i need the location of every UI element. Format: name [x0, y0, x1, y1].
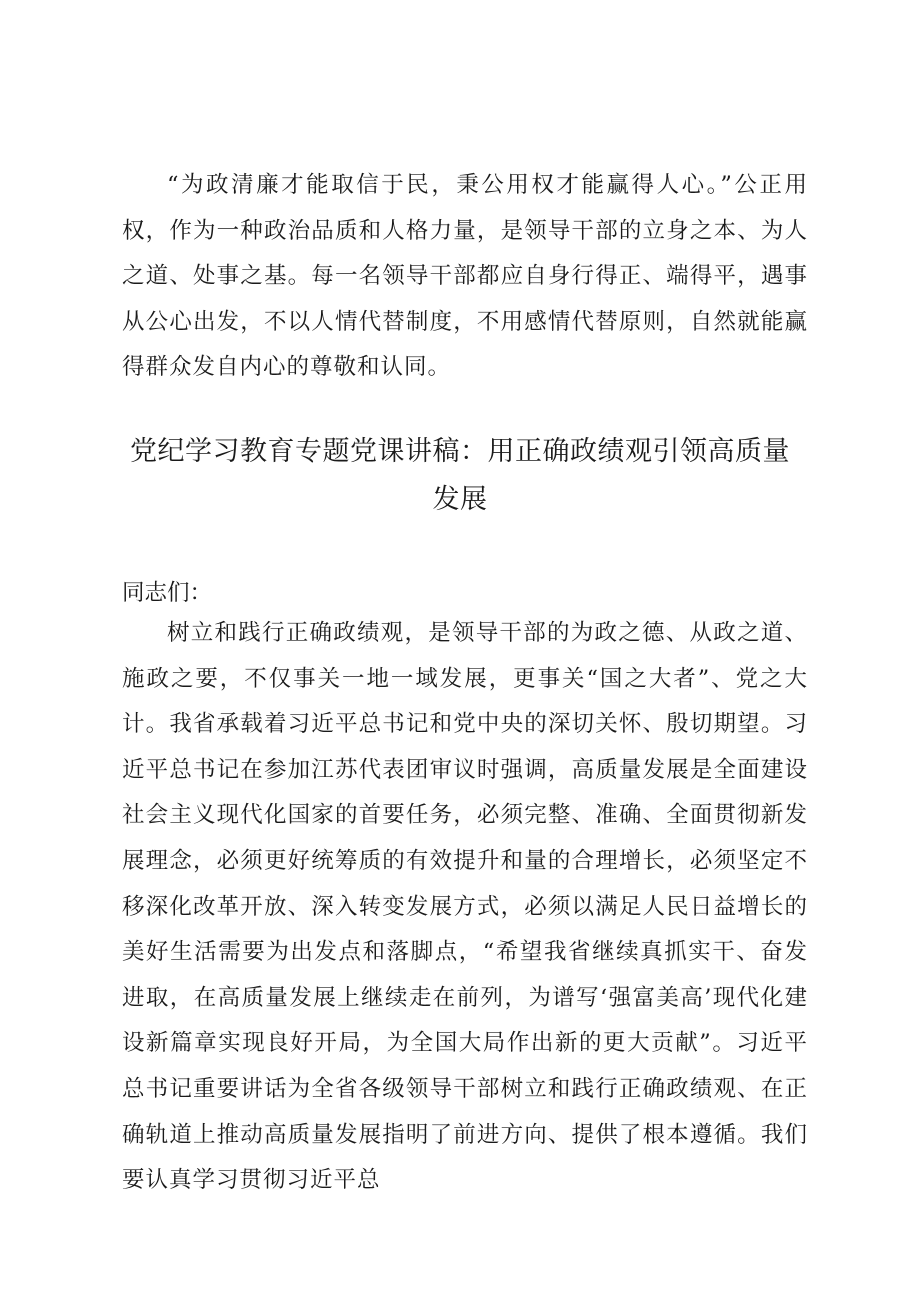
opening-paragraph: “为政清廉才能取信于民，秉公用权才能赢得人心。”公正用权，作为一种政治品质和人格力量，是领导干部的立身之本、为人之道、处事之基。每一名领导干部都应自身行得正、端得平，遇事从公心出发，不以人情代替制度，不用感情代替原则，自然就能赢得群众发自内心的尊敬和认同。 [122, 172, 808, 381]
salutation: 同志们： [122, 580, 213, 606]
title-line-1: 党纪学习教育专题党课讲稿：用正确政绩观引领高质量 [130, 436, 790, 467]
document-title [100, 428, 820, 524]
title-line-2: 发展 [432, 484, 488, 515]
body-paragraph: 树立和践行正确政绩观，是领导干部的为政之德、从政之道、施政之要，不仅事关一地一域发展，更事关“国之大者”、党之大计。我省承载着习近平总书记和党中央的深切关怀、殷切期望。习近平总书记在参加江苏代表团审议时强调，高质量发展是全面建设社会主义现代化国家的首要任务，必须完整、准确、全面贯彻新发展理念，必须更好统筹质的有效提升和量的合理增长，必须坚定不移深化改革开放、深入转变发展方式，必须以满足人民日益增长的美好生活需要为出发点和落脚点，“希望我省继续真抓实干、奋发进取，在高质量发展上继续走在前列，为谱写‘强富美高’现代化建设新篇章实现良好开局，为全国大局作出新的更大贡献”。习近平总书记重要讲话为全省各级领导干部树立和践行正确政绩观、在正确轨道上推动高质量发展指明了前进方向、提供了根本遵循。我们要认真学习贯彻习近平总 [122, 620, 808, 1194]
